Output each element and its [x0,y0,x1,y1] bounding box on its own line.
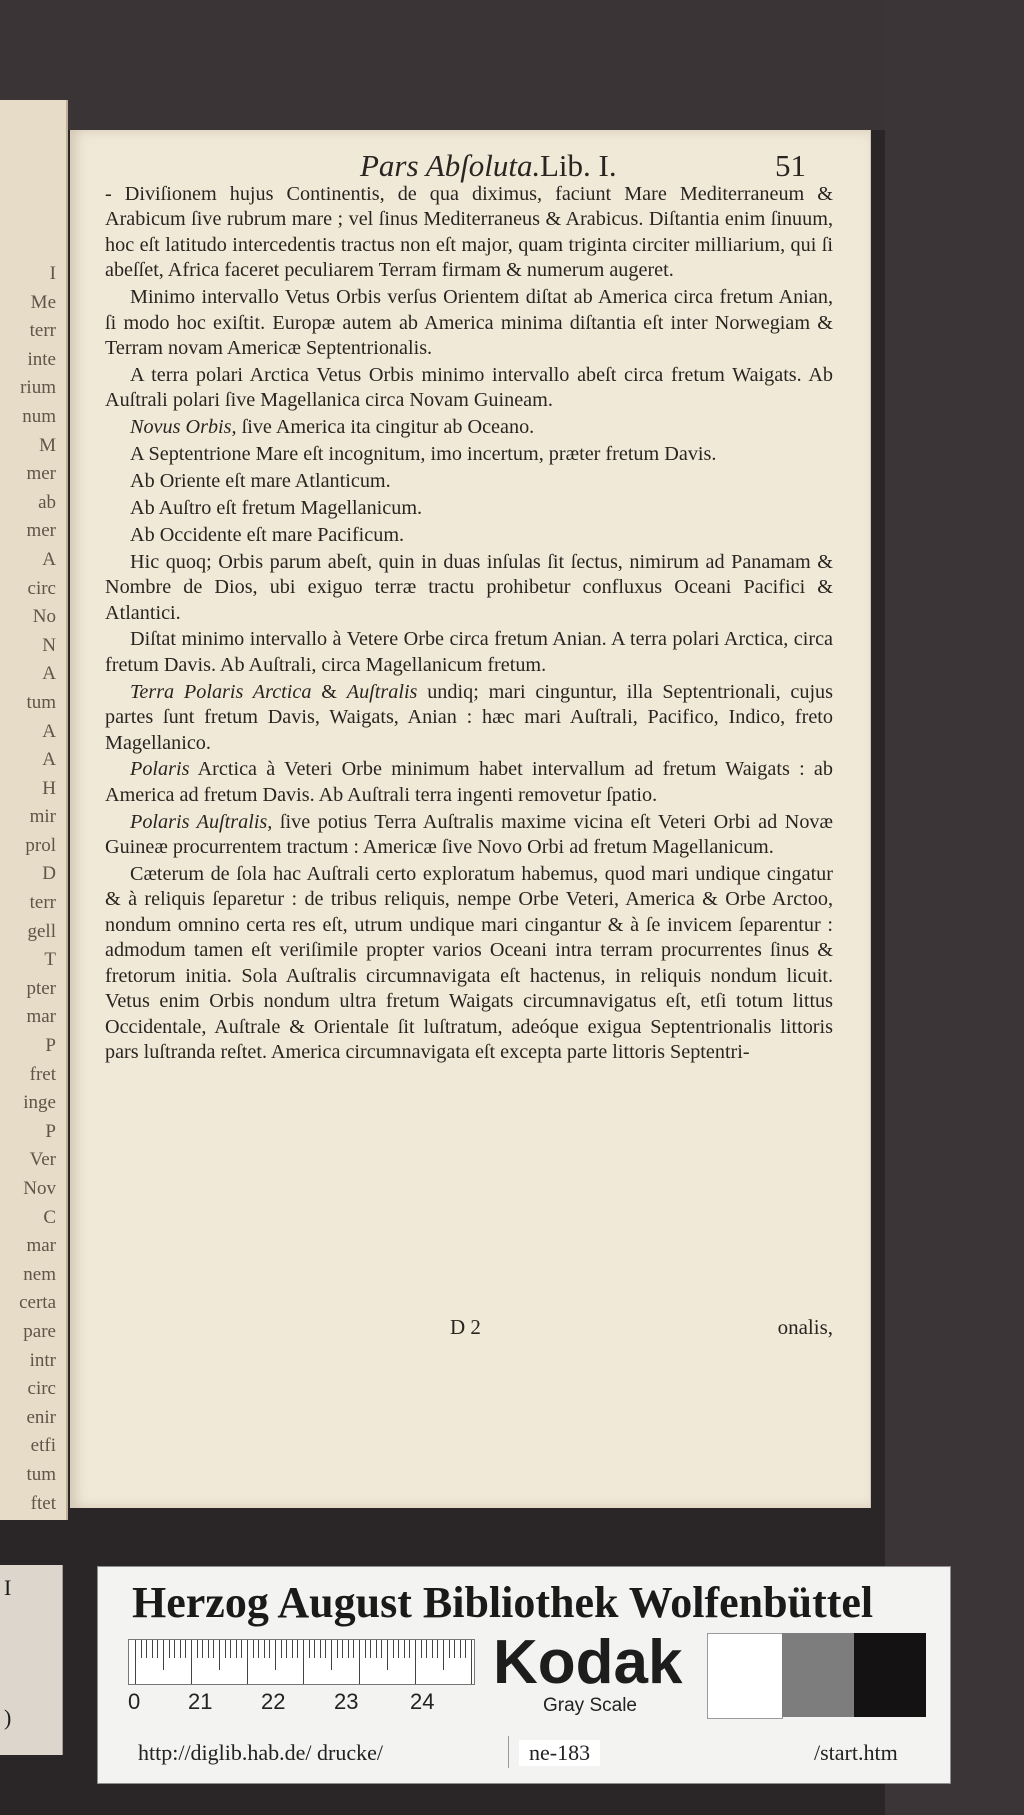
previous-page-fragment: A [42,663,56,685]
slip-mark: I [4,1575,12,1600]
ruler-tick [320,1640,321,1658]
previous-page-fragment: A [42,720,56,742]
previous-page-fragment: D [42,863,56,885]
paragraph [105,363,833,414]
shelfmark: ne-183 [519,1740,600,1766]
paragraph [105,810,833,861]
ruler-tick [331,1640,332,1670]
italic-lead: Polaris [130,758,190,781]
ruler-tick [202,1640,203,1658]
gray-scale-label: Gray Scale [543,1695,637,1716]
ruler-tick [191,1640,192,1684]
ruler-tick [157,1640,158,1658]
paragraph-text: ſive America ita cingitur ab Oceano. [236,416,535,439]
ruler-tick [393,1640,394,1658]
previous-page-fragment: N [42,634,56,656]
paragraph-text: undiq; mari cinguntur, illa Septentrionali, cujus partes ſunt fretum Davis, Waigats, Anian : hæc mari Auſtrali, Pacifico, Indico, freto Magellanico. [105,680,834,754]
italic-lead: Auſtralis [346,680,418,703]
paragraph [105,496,833,521]
ruler-number: 23 [334,1689,359,1714]
ruler-tick [376,1640,377,1658]
ruler-tick [342,1640,343,1658]
ruler-tick [292,1640,293,1658]
previous-page-fragment: circ [27,577,56,599]
paragraph [105,627,833,678]
previous-page-text-fragments [0,260,60,1518]
measurement-ruler [128,1639,475,1685]
ruler-tick [253,1640,254,1658]
ruler-tick [365,1640,366,1658]
ruler-tick [309,1640,310,1658]
ruler-tick [185,1640,186,1658]
url-row [98,1732,950,1772]
previous-page-fragment: tum [26,1463,56,1485]
paragraph-text: Minimo intervallo Vetus Orbis verſus Orientem diſtat ab America circa fretum Anian, ſi modo hoc exiſtit. Europæ autem ab America minima diſtantia eſt inter Norwegiam & Terram novam Americæ Septentrionalis. [105,286,833,359]
paragraph-text: & [311,680,347,703]
library-name: Herzog August Bibliothek Wolfenbüttel [132,1578,874,1627]
previous-page-fragment: Me [30,291,56,313]
previous-page-fragment: ftet [30,1492,56,1514]
previous-page-fragment: rium [20,377,56,399]
previous-page-fragment: etfi [30,1435,56,1457]
ruler-tick [387,1640,388,1670]
running-head-title: Pars Abſoluta. [360,148,541,183]
paragraph-text: Diſtat minimo intervallo à Vetere Orbe circa fretum Anian. A terra polari Arctica, circa fretum Davis. Ab Auſtrali, circa Magellanicum fretum. [105,628,833,676]
ruler-tick [258,1640,259,1658]
ruler-tick [241,1640,242,1658]
ruler-tick [409,1640,410,1658]
ruler-tick [460,1640,461,1658]
ruler-tick [353,1640,354,1658]
ruler-number: 24 [410,1689,435,1714]
previous-page-fragment: terr [29,892,56,914]
ruler-tick [465,1640,466,1658]
paragraph-text: Ab Occidente eſt mare Pacificum. [130,523,405,546]
ruler-tick [398,1640,399,1658]
previous-page-fragment: prol [25,834,56,856]
ruler-tick [381,1640,382,1658]
italic-lead: Terra Polaris Arctica [130,680,312,703]
page-body-text [105,182,833,1067]
ruler-tick [146,1640,147,1658]
ruler-tick [359,1640,360,1684]
paragraph-text: A Septentrione Mare eſt incognitum, imo incertum, præter fretum Davis. [130,443,717,466]
ruler-tick [286,1640,287,1658]
paragraph-text: Arctica à Veteri Orbe minimum habet intervallum ad fretum Waigats : ab America ad fretum Davis. Ab Auſtrali terra ingenti removetur ſpatio. [105,758,833,806]
ruler-tick [471,1640,472,1684]
ruler-tick [163,1640,164,1670]
paragraph [105,469,833,494]
previous-page-fragment: H [42,777,56,799]
ruler-tick [247,1640,248,1684]
scanner-background-top [0,0,1024,130]
previous-page-fragment: mer [26,520,56,542]
library-scan-strip [97,1566,951,1784]
previous-page-fragment: mar [26,1235,56,1257]
ruler-tick [269,1640,270,1658]
ruler-tick [169,1640,170,1658]
ruler-tick [135,1640,136,1684]
italic-lead: Polaris Auſtralis, [130,810,273,833]
catchword: onalis, [777,1315,833,1339]
ruler-tick [197,1640,198,1658]
paragraph-text: Ab Auſtro eſt fretum Magellanicum. [130,496,423,519]
paragraph [105,550,833,626]
previous-page-fragment: num [22,405,56,427]
gray-swatch-mid [782,1633,854,1717]
paragraph [105,523,833,548]
ruler-tick [454,1640,455,1658]
ruler-tick [236,1640,237,1658]
url-suffix: /start.htm [814,1740,898,1765]
ruler-tick [370,1640,371,1658]
ruler-tick [314,1640,315,1658]
ruler-tick [225,1640,226,1658]
previous-page-fragment: Ver [29,1149,56,1171]
running-head-book: Lib. I. [540,148,617,183]
paragraph-text: - Diviſionem hujus Continentis, de qua diximus, faciunt Mare Mediterraneum & Arabicum ſive rubrum mare ; vel ſinus Mediterraneus & Arabicus. Diſtantia enim ſinuum, hoc eſt latitudo intercedentis tractus non eſt major, quam triginta circiter milliarium, qui ſi abeſſet, Africa faceret peculiarem Terram firmam & numerum augeret. [105,183,833,282]
previous-page-fragment: tum [26,691,56,713]
ruler-tick [208,1640,209,1658]
paragraph-text: Ab Oriente eſt mare Atlanticum. [130,469,391,492]
ruler-numbers [128,1689,473,1719]
previous-page-fragment: P [45,1035,56,1057]
paragraph [105,285,833,361]
paragraph-text: A terra polari Arctica Vetus Orbis minimo intervallo abeſt circa fretum Waigats. Ab Auſtrali polari ſive Magellanica circa Novam Guineam. [105,363,833,412]
previous-page-fragment: ab [38,491,56,513]
previous-page-color-strip [0,1565,63,1755]
previous-page-fragment: mir [29,806,56,828]
paragraph-text: ſive potius Terra Auſtralis maxime vicina eſt Veteri Orbi ad Novæ Guineæ procurrentem tractum : Americæ ſive Novo Orbi ad fretum Magellanicum. [105,810,833,859]
ruler-tick [421,1640,422,1658]
previous-page-fragment: certa [19,1292,56,1314]
previous-page-fragment: inte [27,348,56,370]
paragraph [105,182,833,284]
previous-page-edge [0,100,68,1520]
paragraph [105,415,833,440]
previous-page-fragment: A [42,749,56,771]
ruler-tick [348,1640,349,1658]
ruler-tick [443,1640,444,1670]
paragraph-text: Cæterum de ſola hac Auſtrali certo exploratum habemus, quod mari undique cingatur & à reliquis ſeparetur : de tribus reliquis, nempe Orbe Veteri, America & Orbe Arctoo, nondum omnino certa res eſt, utrum undique mari cingantur & à ſe invicem ſeparentur : admodum tamen eſt veriſimile propter varios Oceani intra terram procurrentes ſinus & fretorum initia. Sola Auſtralis circumnavigata eſt hactenus, in reliquis nondum licuit. Vetus enim Orbis nondum ultra fretum Waigats circumnavigatus eſt, etſi totum littus Occidentale, Auſtrale & Orientale ſit luſtratum, adeóque exigua Septentrionalis littoris pars luſtranda reſtet. America circumnavigata eſt excepta parte littoris Septentri- [105,863,833,1063]
book-page [70,130,871,1508]
previous-page-fragment: A [42,548,56,570]
paragraph [105,757,833,808]
previous-page-fragment: inge [23,1092,56,1114]
ruler-tick [141,1640,142,1658]
ruler-number: 21 [188,1689,213,1714]
ruler-tick [449,1640,450,1658]
ruler-number: 0 [128,1689,141,1714]
ruler-tick [213,1640,214,1658]
ruler-tick [230,1640,231,1658]
ruler-tick [437,1640,438,1658]
ruler-tick [275,1640,276,1670]
previous-page-fragment: No [32,606,56,628]
previous-page-fragment: enir [26,1406,56,1428]
paragraph-text: Hic quoq; Orbis parum abeſt, quin in duas inſulas ſit ſectus, nimirum ad Panamam & Nombre de Dios, ubi exiguo terræ tractu prohibetur confluxus Oceani Pacifici & Atlantici. [105,550,833,624]
ruler-tick [415,1640,416,1684]
ruler-number: 22 [261,1689,286,1714]
previous-page-fragment: nem [23,1263,56,1285]
previous-page-fragment: mar [26,1006,56,1028]
previous-page-fragment: fret [29,1063,56,1085]
previous-page-fragment: pter [26,977,56,999]
previous-page-fragment: terr [29,320,56,342]
slip-mark: ) [4,1705,12,1730]
ruler-tick [325,1640,326,1658]
scanner-background-right [885,0,1024,1815]
signature-mark: D 2 [450,1315,481,1339]
ruler-tick [404,1640,405,1658]
ruler-tick [303,1640,304,1684]
previous-page-fragment: gell [27,920,56,942]
ruler-tick [426,1640,427,1658]
previous-page-fragment: C [43,1206,56,1228]
ruler-tick [281,1640,282,1658]
previous-page-fragment: intr [29,1349,56,1371]
previous-page-fragment: I [49,263,56,284]
previous-page-fragment: M [39,434,56,456]
previous-page-fragment: circ [27,1378,56,1400]
paragraph [105,680,833,756]
previous-page-fragment: mer [26,463,56,485]
ruler-tick [337,1640,338,1658]
page-number: 51 [775,148,806,183]
ruler-tick [297,1640,298,1658]
gray-swatch-black [854,1633,926,1717]
kodak-logo: Kodak [493,1628,683,1697]
ruler-tick [180,1640,181,1658]
previous-page-fragment: Nov [23,1178,56,1199]
italic-lead: Novus Orbis, [130,416,237,439]
previous-page-fragment: P [45,1120,56,1142]
url-prefix: http://diglib.hab.de/ drucke/ [138,1740,384,1765]
url-divider [508,1736,509,1768]
previous-page-fragment: pare [23,1320,56,1342]
page-footer [105,1315,833,1345]
ruler-tick [152,1640,153,1658]
paragraph [105,862,833,1065]
ruler-tick [264,1640,265,1658]
gray-swatch-white [707,1633,783,1719]
ruler-tick [432,1640,433,1658]
paragraph [105,442,833,467]
ruler-tick [219,1640,220,1670]
ruler-tick [174,1640,175,1658]
previous-page-fragment: T [44,949,56,971]
